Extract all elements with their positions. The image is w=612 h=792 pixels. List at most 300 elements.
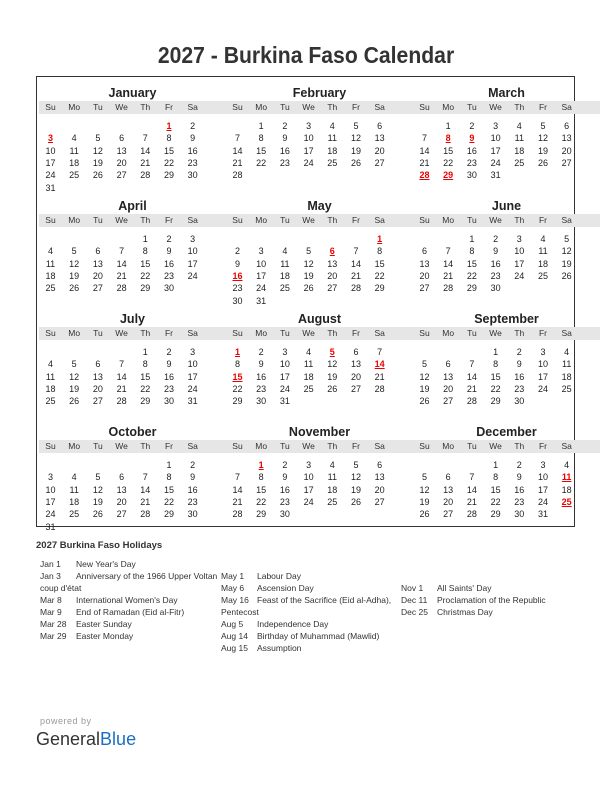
weekday-label: Th xyxy=(140,441,151,451)
weekday-label: Sa xyxy=(374,102,385,112)
holiday-date: 1 xyxy=(166,121,172,131)
holiday-date: 1 xyxy=(258,460,264,470)
calendar-date: 16 xyxy=(187,145,198,156)
calendar-date: 6 xyxy=(445,472,451,483)
calendar-date: 4 xyxy=(306,347,312,357)
calendar-date: 10 xyxy=(537,472,548,483)
weekday-header xyxy=(413,101,600,114)
calendar-date: 23 xyxy=(187,496,198,507)
calendar-date: 15 xyxy=(256,145,267,156)
calendar-date: 4 xyxy=(47,359,53,370)
weekday-label: Mo xyxy=(255,102,268,112)
calendar-date: 5 xyxy=(353,121,359,131)
holiday-name: Independence Day xyxy=(257,619,329,629)
calendar-date: 21 xyxy=(232,157,243,168)
calendar-date: 10 xyxy=(45,145,56,156)
weekday-label: Su xyxy=(232,328,243,338)
calendar-date: 22 xyxy=(140,383,151,394)
calendar-date: 1 xyxy=(493,460,499,470)
calendar-date: 27 xyxy=(443,509,454,520)
calendar-date: 10 xyxy=(537,359,548,370)
calendar-date: 21 xyxy=(140,496,151,507)
weekday-label: Tu xyxy=(280,441,290,451)
calendar-date: 9 xyxy=(166,246,172,257)
month-october xyxy=(39,419,226,532)
calendar-date: 12 xyxy=(69,258,80,269)
holiday-date-label: Dec 11 xyxy=(401,595,428,605)
holiday-date: 15 xyxy=(232,371,243,382)
weekday-label: We xyxy=(115,441,128,451)
calendar-date: 20 xyxy=(327,270,338,281)
calendar-date: 18 xyxy=(561,371,572,382)
holiday-item xyxy=(221,618,391,630)
calendar-date: 14 xyxy=(140,484,151,495)
calendar-date: 10 xyxy=(256,258,267,269)
calendar-date: 29 xyxy=(374,283,385,294)
calendar-date: 16 xyxy=(163,258,174,269)
holiday-name: Easter Monday xyxy=(76,631,134,641)
weekday-header xyxy=(39,327,226,340)
holiday-date: 11 xyxy=(561,472,572,483)
calendar-date: 26 xyxy=(327,383,338,394)
calendar-date: 16 xyxy=(279,145,290,156)
calendar-date: 23 xyxy=(163,383,174,394)
calendar-date: 25 xyxy=(303,383,314,394)
calendar-date: 15 xyxy=(490,484,501,495)
calendar-date: 29 xyxy=(490,509,501,520)
calendar-date: 13 xyxy=(443,484,454,495)
calendar-date: 16 xyxy=(187,484,198,495)
calendar-date: 24 xyxy=(279,383,290,394)
calendar-date: 26 xyxy=(561,270,572,281)
calendar-date: 10 xyxy=(490,133,501,144)
calendar-date: 18 xyxy=(327,145,338,156)
calendar-date: 21 xyxy=(466,496,477,507)
holiday-date: 16 xyxy=(232,270,243,281)
calendar-date: 18 xyxy=(561,484,572,495)
calendar-date: 9 xyxy=(493,246,499,257)
weekday-label: Th xyxy=(140,328,151,338)
calendar-date: 29 xyxy=(232,396,243,407)
calendar-date: 20 xyxy=(443,383,454,394)
month-june xyxy=(413,193,600,306)
calendar-date: 18 xyxy=(327,484,338,495)
calendar-date: 7 xyxy=(142,133,148,144)
month-name: October xyxy=(108,425,157,439)
holiday-column xyxy=(40,558,217,642)
calendar-date: 11 xyxy=(562,359,572,370)
holiday-item xyxy=(401,594,546,606)
weekday-label: Tu xyxy=(280,102,290,112)
month-november xyxy=(226,419,413,532)
calendar-date: 28 xyxy=(374,383,385,394)
holiday-date: 29 xyxy=(443,170,454,181)
calendar-date: 23 xyxy=(279,157,290,168)
calendar-date: 20 xyxy=(92,270,103,281)
calendar-date: 26 xyxy=(350,157,361,168)
weekday-label: Tu xyxy=(467,441,477,451)
weekday-label: Fr xyxy=(351,441,361,451)
calendar-date: 5 xyxy=(353,460,359,470)
month-name: November xyxy=(288,425,351,439)
holiday-date: 8 xyxy=(445,133,451,144)
weekday-label: Fr xyxy=(164,328,174,338)
calendar-date: 1 xyxy=(142,234,148,244)
weekday-label: Sa xyxy=(374,328,385,338)
weekday-label: Fr xyxy=(538,102,548,112)
calendar-date: 17 xyxy=(303,145,314,156)
calendar-date: 31 xyxy=(279,396,290,407)
calendar-date: 2 xyxy=(493,234,499,244)
weekday-label: Su xyxy=(232,102,243,112)
holiday-name-continued: Pentecost xyxy=(221,607,259,617)
calendar-date: 17 xyxy=(537,371,548,382)
weekday-label: Th xyxy=(140,215,151,225)
calendar-date: 6 xyxy=(95,246,101,257)
calendar-date: 28 xyxy=(443,283,454,294)
calendar-date: 26 xyxy=(419,396,430,407)
calendar-date: 5 xyxy=(95,472,101,483)
calendar-date: 19 xyxy=(69,270,80,281)
calendar-date: 24 xyxy=(303,157,314,168)
calendar-date: 17 xyxy=(514,258,525,269)
calendar-date: 9 xyxy=(258,359,264,370)
calendar-date: 13 xyxy=(561,133,572,144)
calendar-date: 29 xyxy=(256,509,267,520)
month-name: September xyxy=(474,312,539,326)
calendar-date: 12 xyxy=(69,371,80,382)
calendar-date: 23 xyxy=(163,270,174,281)
holiday-date-label: Jan 1 xyxy=(40,559,61,569)
calendar-date: 11 xyxy=(45,258,56,269)
calendar-date: 19 xyxy=(419,496,430,507)
calendar-date: 17 xyxy=(45,496,56,507)
calendar-date: 11 xyxy=(514,133,524,144)
weekday-label: Su xyxy=(419,441,430,451)
calendar-date: 2 xyxy=(166,347,172,357)
calendar-date: 23 xyxy=(514,383,525,394)
calendar-date: 30 xyxy=(514,396,525,407)
weekday-label: We xyxy=(302,328,315,338)
month-july xyxy=(39,306,226,419)
calendar-date: 28 xyxy=(116,283,127,294)
calendar-date: 9 xyxy=(234,258,240,269)
calendar-date: 7 xyxy=(421,133,427,144)
calendar-date: 30 xyxy=(163,396,174,407)
weekday-header xyxy=(226,327,413,340)
calendar-date: 17 xyxy=(537,484,548,495)
weekday-label: Tu xyxy=(467,328,477,338)
month-name: March xyxy=(488,86,525,100)
calendar-date: 9 xyxy=(166,359,172,370)
holiday-name: Feast of the Sacrifice (Eid al-Adha), xyxy=(257,595,392,605)
calendar-date: 16 xyxy=(256,371,267,382)
holiday-date: 1 xyxy=(234,347,240,357)
calendar-date: 17 xyxy=(303,484,314,495)
calendar-date: 2 xyxy=(282,460,288,470)
weekday-label: Tu xyxy=(280,328,290,338)
calendar-date: 23 xyxy=(187,157,198,168)
holiday-name: New Year's Day xyxy=(76,559,136,569)
calendar-date: 27 xyxy=(374,496,385,507)
calendar-date: 10 xyxy=(514,246,525,257)
weekday-header xyxy=(39,440,226,453)
calendar-date: 20 xyxy=(116,157,127,168)
calendar-date: 13 xyxy=(116,145,127,156)
weekday-label: We xyxy=(115,215,128,225)
holiday-item xyxy=(40,558,217,570)
calendar-date: 20 xyxy=(561,145,572,156)
calendar-date: 12 xyxy=(92,145,103,156)
calendar-date: 15 xyxy=(140,258,151,269)
holiday-name: Ascension Day xyxy=(257,583,314,593)
calendar-date: 3 xyxy=(47,472,53,483)
calendar-date: 25 xyxy=(45,396,56,407)
calendar-date: 25 xyxy=(537,270,548,281)
calendar-date: 2 xyxy=(282,121,288,131)
calendar-date: 9 xyxy=(190,472,196,483)
weekday-label: Tu xyxy=(467,215,477,225)
calendar-date: 12 xyxy=(561,246,572,257)
calendar-date: 17 xyxy=(490,145,501,156)
calendar-date: 1 xyxy=(142,347,148,357)
calendar-date: 24 xyxy=(45,509,56,520)
calendar-date: 26 xyxy=(537,157,548,168)
calendar-date: 9 xyxy=(190,133,196,144)
calendar-date: 29 xyxy=(163,170,174,181)
calendar-date: 4 xyxy=(564,460,570,470)
holiday-name: Anniversary of the 1966 Upper Voltan xyxy=(76,571,218,581)
calendar-date: 1 xyxy=(493,347,499,357)
calendar-date: 30 xyxy=(466,170,477,181)
calendar-date: 16 xyxy=(466,145,477,156)
month-name: June xyxy=(491,199,522,213)
calendar-date: 31 xyxy=(256,295,267,306)
calendar-date: 28 xyxy=(232,509,243,520)
calendar-date: 26 xyxy=(350,496,361,507)
calendar-date: 5 xyxy=(306,246,312,257)
calendar-date: 24 xyxy=(537,496,548,507)
calendar-date: 23 xyxy=(490,270,501,281)
calendar-date: 21 xyxy=(116,270,127,281)
holiday-date-label: May 6 xyxy=(221,583,245,593)
calendar-date: 14 xyxy=(466,371,477,382)
calendar-date: 20 xyxy=(443,496,454,507)
holiday-date-label: Dec 25 xyxy=(401,607,428,617)
calendar-date: 19 xyxy=(561,258,572,269)
holiday-name: Assumption xyxy=(257,643,302,653)
calendar-date: 30 xyxy=(187,509,198,520)
weekday-label: Fr xyxy=(164,215,174,225)
weekday-label: Sa xyxy=(187,102,198,112)
holiday-date-label: Mar 28 xyxy=(40,619,67,629)
weekday-label: We xyxy=(489,102,502,112)
weekday-label: We xyxy=(115,328,128,338)
weekday-label: Su xyxy=(419,328,430,338)
holiday-name: Proclamation of the Republic xyxy=(437,595,546,605)
calendar-date: 22 xyxy=(140,270,151,281)
calendar-date: 2 xyxy=(469,121,475,131)
weekday-header xyxy=(226,101,413,114)
calendar-date: 24 xyxy=(514,270,525,281)
calendar-date: 16 xyxy=(514,371,525,382)
calendar-date: 7 xyxy=(353,246,359,257)
holiday-item xyxy=(40,606,217,618)
calendar-date: 5 xyxy=(540,121,546,131)
calendar-date: 30 xyxy=(163,283,174,294)
calendar-date: 1 xyxy=(445,121,451,131)
month-april xyxy=(39,193,226,306)
calendar-date: 6 xyxy=(564,121,570,131)
calendar-date: 26 xyxy=(92,170,103,181)
calendar-date: 7 xyxy=(119,246,125,257)
calendar-date: 3 xyxy=(516,234,522,244)
calendar-date: 5 xyxy=(95,133,101,144)
calendar-date: 19 xyxy=(537,145,548,156)
calendar-date: 12 xyxy=(419,371,430,382)
holiday-item xyxy=(221,582,391,594)
calendar-date: 29 xyxy=(490,396,501,407)
holiday-name: End of Ramadan (Eid al-Fitr) xyxy=(76,607,185,617)
calendar-date: 3 xyxy=(190,234,196,244)
calendar-date: 21 xyxy=(140,157,151,168)
calendar-date: 25 xyxy=(69,509,80,520)
calendar-date: 7 xyxy=(445,246,451,257)
calendar-date: 13 xyxy=(92,371,103,382)
calendar-date: 10 xyxy=(279,359,290,370)
calendar-date: 21 xyxy=(419,157,430,168)
weekday-label: Tu xyxy=(93,215,103,225)
calendar-date: 25 xyxy=(69,170,80,181)
calendar-date: 18 xyxy=(279,270,290,281)
weekday-header xyxy=(413,440,600,453)
month-name: May xyxy=(307,199,332,213)
holiday-date: 6 xyxy=(329,246,335,257)
calendar-date: 29 xyxy=(140,396,151,407)
weekday-label: Su xyxy=(45,328,56,338)
weekday-label: Th xyxy=(514,215,525,225)
calendar-date: 27 xyxy=(116,170,127,181)
calendar-date: 9 xyxy=(516,472,522,483)
calendar-date: 4 xyxy=(282,246,288,257)
holiday-date-label: Aug 5 xyxy=(221,619,244,629)
holiday-date: 25 xyxy=(561,496,572,507)
calendar-date: 4 xyxy=(329,460,335,470)
holiday-date-label: Mar 8 xyxy=(40,595,62,605)
calendar-date: 19 xyxy=(92,157,103,168)
calendar-date: 23 xyxy=(279,496,290,507)
weekday-label: Mo xyxy=(442,441,455,451)
weekday-label: Mo xyxy=(68,215,81,225)
calendar-date: 8 xyxy=(142,359,148,370)
calendar-date: 5 xyxy=(71,359,77,370)
calendar-date: 22 xyxy=(374,270,385,281)
calendar-date: 25 xyxy=(327,496,338,507)
calendar-date: 25 xyxy=(45,283,56,294)
calendar-date: 22 xyxy=(443,157,454,168)
calendar-date: 30 xyxy=(514,509,525,520)
holiday-item xyxy=(221,642,391,654)
holiday-date: 28 xyxy=(419,170,430,181)
calendar-date: 10 xyxy=(187,246,198,257)
calendar-date: 26 xyxy=(92,509,103,520)
weekday-label: Th xyxy=(327,328,338,338)
holiday-date: 9 xyxy=(469,133,475,144)
calendar-date: 15 xyxy=(374,258,385,269)
calendar-date: 7 xyxy=(142,472,148,483)
weekday-label: Su xyxy=(419,102,430,112)
holiday-date-label: Jan 3 xyxy=(40,571,61,581)
weekday-label: Fr xyxy=(351,102,361,112)
calendar-date: 31 xyxy=(45,521,56,532)
calendar-date: 11 xyxy=(303,359,314,370)
calendar-date: 9 xyxy=(516,359,522,370)
calendar-date: 14 xyxy=(466,484,477,495)
holiday-date: 5 xyxy=(329,347,335,357)
calendar-date: 17 xyxy=(256,270,267,281)
calendar-date: 4 xyxy=(329,121,335,131)
calendar-date: 9 xyxy=(282,133,288,144)
weekday-label: Th xyxy=(327,441,338,451)
holiday-column xyxy=(401,582,546,618)
holiday-name: Christmas Day xyxy=(437,607,493,617)
calendar-date: 14 xyxy=(140,145,151,156)
calendar-date: 6 xyxy=(353,347,359,357)
calendar-date: 27 xyxy=(561,157,572,168)
calendar-date: 6 xyxy=(377,460,383,470)
calendar-date: 15 xyxy=(466,258,477,269)
calendar-date: 25 xyxy=(279,283,290,294)
weekday-label: We xyxy=(489,328,502,338)
calendar-date: 2 xyxy=(190,460,196,470)
calendar-date: 2 xyxy=(516,347,522,357)
calendar-date: 23 xyxy=(466,157,477,168)
calendar-date: 30 xyxy=(187,170,198,181)
holiday-date-label: May 16 xyxy=(221,595,249,605)
calendar-date: 5 xyxy=(421,472,427,483)
generalblue-logo[interactable] xyxy=(36,729,136,750)
holidays-title: 2027 Burkina Faso Holidays xyxy=(36,540,163,551)
calendar-date: 8 xyxy=(142,246,148,257)
weekday-label: Su xyxy=(419,215,430,225)
calendar-date: 15 xyxy=(443,145,454,156)
calendar-date: 21 xyxy=(466,383,477,394)
calendar-date: 27 xyxy=(374,157,385,168)
calendar-date: 7 xyxy=(234,472,240,483)
calendar-date: 8 xyxy=(166,133,172,144)
weekday-header xyxy=(39,214,226,227)
calendar-date: 1 xyxy=(469,234,475,244)
weekday-label: Th xyxy=(140,102,151,112)
calendar-date: 19 xyxy=(92,496,103,507)
weekday-label: Tu xyxy=(93,441,103,451)
calendar-date: 12 xyxy=(92,484,103,495)
calendar-date: 7 xyxy=(469,359,475,370)
calendar-date: 27 xyxy=(92,396,103,407)
calendar-date: 12 xyxy=(303,258,314,269)
calendar-date: 5 xyxy=(71,246,77,257)
weekday-label: Mo xyxy=(255,328,268,338)
calendar-date: 31 xyxy=(490,170,501,181)
weekday-label: Mo xyxy=(442,215,455,225)
calendar-date: 14 xyxy=(419,145,430,156)
calendar-date: 4 xyxy=(47,246,53,257)
weekday-label: Mo xyxy=(68,328,81,338)
calendar-date: 15 xyxy=(163,484,174,495)
calendar-date: 8 xyxy=(234,359,240,370)
calendar-date: 22 xyxy=(163,496,174,507)
calendar-date: 19 xyxy=(350,484,361,495)
